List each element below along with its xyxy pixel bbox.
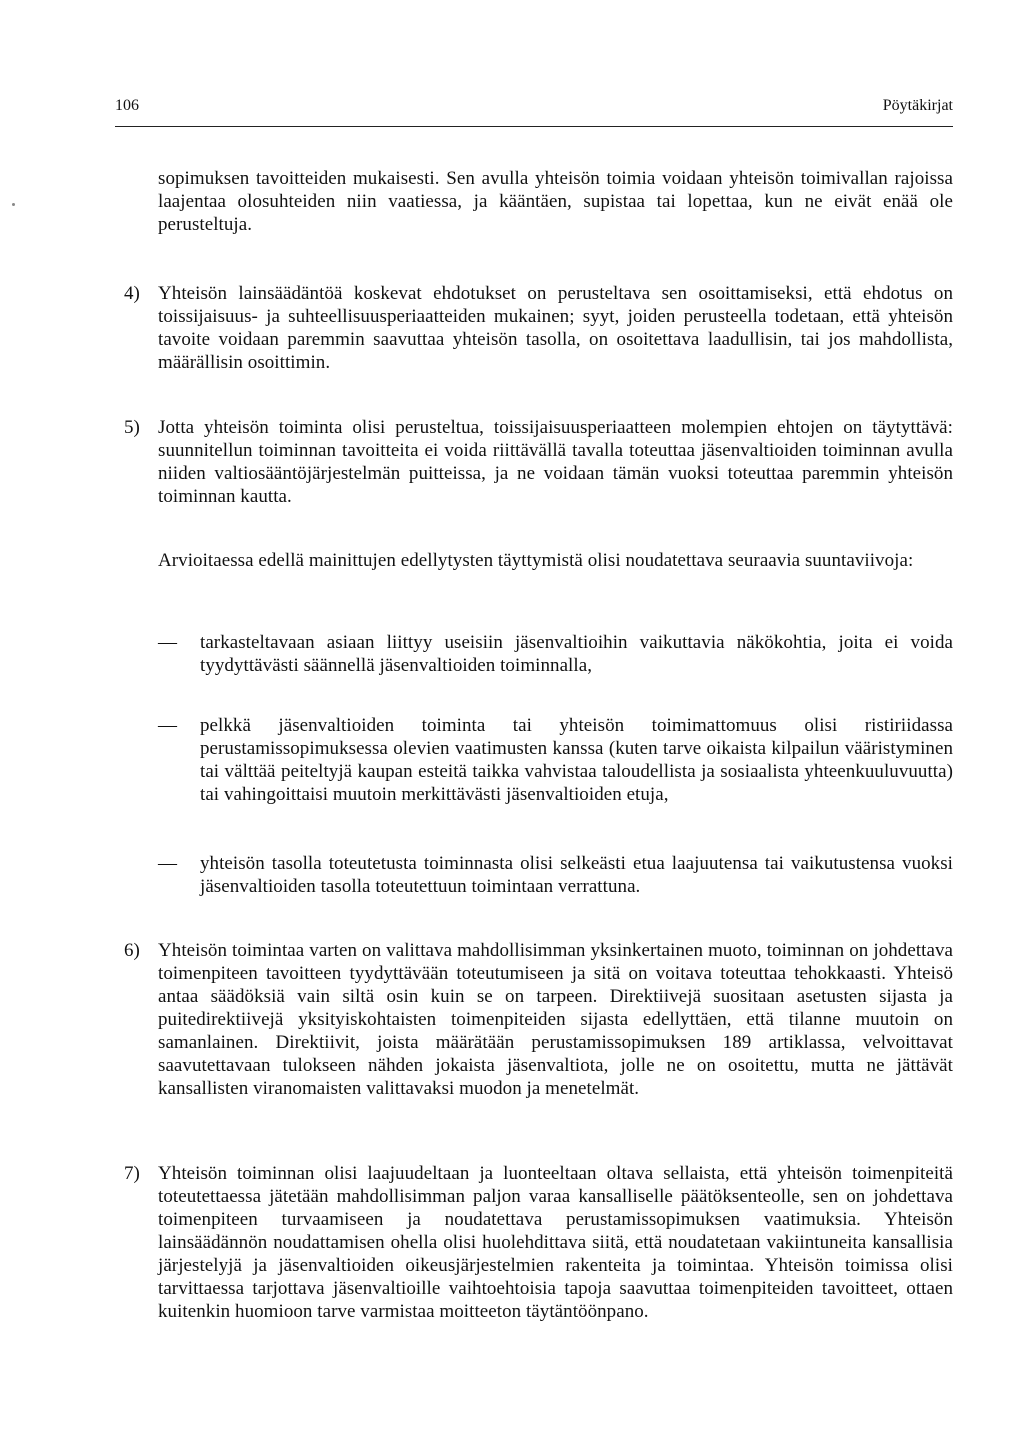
item-text: Yhteisön lainsäädäntöä koskevat ehdotukset on perusteltava sen osoittamiseksi, että ehdotus on toissijaisuus- ja suhteellisuusperiaatteiden mukainen; syyt, joiden perusteella todetaan, että yhteisön tavoite voidaan paremmin saavuttaa yhteisön tasolla, on osoitettava laadullisin, tai jos mahdollista, määrällisin osoittimin. [158, 283, 953, 373]
numbered-item-7 [124, 1162, 953, 1323]
scan-speck [12, 203, 15, 206]
item-number: 7) [124, 1163, 140, 1184]
item-number: 5) [124, 417, 140, 438]
page-header [115, 96, 953, 127]
page-number: 106 [115, 97, 139, 114]
guideline-text: tarkasteltavaan asiaan liittyy useisiin jäsenvaltioihin vaikuttavia näkökohtia, joita ei voida tyydyttävästi säännellä jäsenvaltioiden toiminnalla, [200, 632, 953, 676]
item-text: Yhteisön toiminnan olisi laajuudeltaan ja luonteeltaan oltava sellaista, että yhteisön toimenpiteitä toteutettaessa jätetään mahdollisimman paljon varaa kansalliselle päätöksenteolle, sen on johdettava toimenpiteen turvaamiseen ja noudatettava perustamissopimuksen vaatimuksia. Yhteisön lainsäädännön noudattamisen ohella olisi huolehdittava siitä, että noudatetaan vakiintuneita kansallisia järjestelyjä ja jäsenvaltioiden oikeusjärjestelmien rakenteita ja toimintaa. Yhteisön toimissa olisi tarvittaessa tarjottava jäsenvaltioille vaihtoehtoisia tapoja saavuttaa toimenpiteiden tavoitteet, ottaen kuitenkin huomioon tarve varmistaa moitteeton täytäntöönpano. [158, 1163, 953, 1322]
guidelines-intro: Arvioitaessa edellä mainittujen edellytysten täyttymistä olisi noudatettava seuraavia suuntaviivoja: [158, 550, 914, 571]
dash-marker: — [158, 715, 178, 736]
intro-paragraph: sopimuksen tavoitteiden mukaisesti. Sen avulla yhteisön toimia voidaan yhteisön toimivallan rajoissa laajentaa olosuhteiden niin vaatiessa, ja kääntäen, supistaa tai lopettaa, kun ne eivät enää ole perusteltuja. [158, 168, 953, 235]
item-number: 6) [124, 940, 140, 961]
item-number: 4) [124, 283, 140, 304]
guideline-text: yhteisön tasolla toteutetusta toiminnasta olisi selkeästi etua laajuutensa tai vaikutustensa vuoksi jäsenvaltioiden tasolla toteutettuun toimintaan verrattuna. [200, 853, 953, 897]
numbered-item-6 [124, 939, 953, 1100]
guideline-text: pelkkä jäsenvaltioiden toiminta tai yhteisön toimimattomuus olisi ristiriidassa perustamissopimuksessa olevien vaatimusten kanssa (kuten tarve oikaista kilpailun vääristyminen tai välttää peiteltyjä kaupan esteitä taikka vahvistaa taloudellista ja sosiaalista yhteenkuuluvuutta) tai vahingoittaisi muutoin merkittävästi jäsenvaltioiden etuja, [200, 715, 953, 805]
guideline-item-3 [158, 852, 953, 898]
numbered-item-4 [124, 282, 953, 374]
guideline-item-2 [158, 714, 953, 806]
running-title: Pöytäkirjat [882, 97, 953, 114]
dash-marker: — [158, 632, 178, 653]
numbered-item-5 [124, 416, 953, 508]
dash-marker: — [158, 853, 178, 874]
item-text: Yhteisön toimintaa varten on valittava mahdollisimman yksinkertainen muoto, toiminnan on johdettava toimenpiteen tavoitteen tyydyttävään toteutumiseen ja sitä on voitava toteuttaa tehokkaasti. Yhteisö antaa säädöksiä vain siltä osin kuin se on tarpeen. Direktiivejä suositaan asetusten sijasta ja puitedirektiivejä yksityiskohtaisten toimenpiteiden sijasta edellyttäen, että tilanne muutoin on samanlainen. Direktiivit, joista määrätään perustamissopimuksen 189 artiklassa, velvoittavat saavutettavaan tulokseen nähden jokaista jäsenvaltiota, jolle ne on osoitettu, mutta ne jättävät kansallisten viranomaisten valittavaksi muodon ja menetelmät. [158, 940, 953, 1099]
item-text: Jotta yhteisön toiminta olisi perusteltua, toissijaisuusperiaatteen molempien ehtojen on täytyttävä: suunnitellun toiminnan tavoitteita ei voida riittävällä tavalla toteuttaa jäsenvaltioiden toiminnan avulla niiden valtiosääntöjärjestelmän puitteissa, ja ne voidaan tämän vuoksi toteuttaa paremmin yhteisön toiminnan kautta. [158, 417, 953, 507]
guideline-item-1 [158, 631, 953, 677]
